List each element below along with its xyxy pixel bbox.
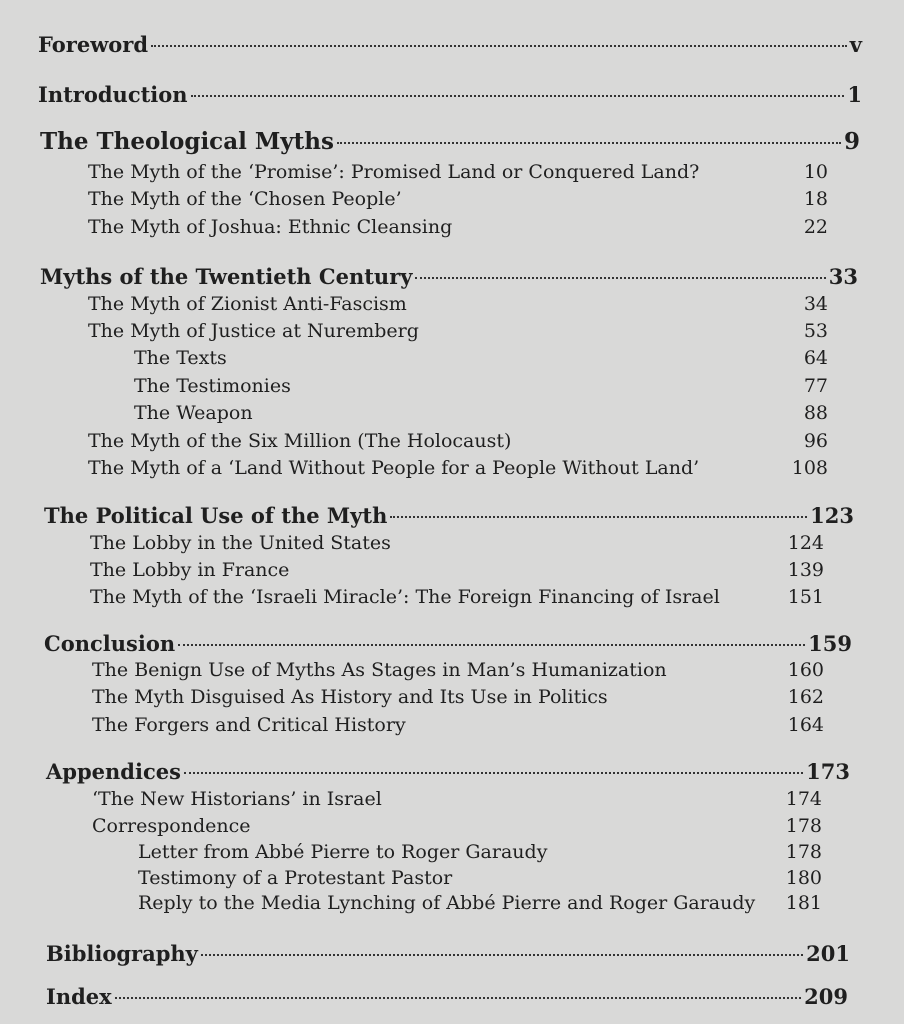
toc-item <box>88 293 828 315</box>
toc-item <box>88 430 828 452</box>
toc-item <box>88 216 828 238</box>
toc-item-page: 174 <box>785 788 822 810</box>
toc-item-title: The Myth of a ‘Land Without People for a People Without Land’ <box>88 457 700 479</box>
toc-item <box>88 457 828 479</box>
toc-item-page: 139 <box>787 559 824 581</box>
toc-item-page: 22 <box>803 216 828 238</box>
toc-section-appendices <box>46 759 850 784</box>
toc-item <box>88 188 828 210</box>
toc-item-title: The Lobby in France <box>90 559 290 581</box>
toc-item-title: The Myth of the ‘Chosen People’ <box>88 188 402 210</box>
toc-item <box>90 559 824 581</box>
toc-item-title: The Myth of Zionist Anti-Fascism <box>88 293 407 315</box>
toc-section-page: 33 <box>828 264 858 289</box>
toc-item <box>92 788 822 810</box>
toc-item <box>90 586 824 608</box>
toc-section-twentieth-century <box>40 264 858 289</box>
toc-item-page: 18 <box>803 188 828 210</box>
toc-item-title: The Myth of Justice at Nuremberg <box>88 320 419 342</box>
toc-subitem-page: 77 <box>803 375 828 397</box>
toc-item-page: 151 <box>787 586 824 608</box>
toc-subitem <box>138 892 822 914</box>
toc-section-theological <box>40 128 860 155</box>
toc-section-page: 159 <box>808 631 852 656</box>
toc-item <box>92 815 822 837</box>
toc-item-page: 162 <box>787 686 824 708</box>
toc-item-title: The Lobby in the United States <box>90 532 391 554</box>
toc-section-page: 9 <box>843 128 860 155</box>
toc-item-title: The Myth of Joshua: Ethnic Cleansing <box>88 216 453 238</box>
toc-item-title: ‘The New Historians’ in Israel <box>92 788 382 810</box>
toc-section-title: Appendices <box>46 759 181 784</box>
toc-entry-introduction <box>38 82 862 107</box>
leader-dots <box>115 997 802 999</box>
toc-item-title: The Myth of the ‘Israeli Miracle’: The Foreign Financing of Israel <box>90 586 720 608</box>
toc-item-title: The Forgers and Critical History <box>92 714 406 736</box>
toc-subitem-title: Reply to the Media Lynching of Abbé Pierre and Roger Garaudy <box>138 892 756 914</box>
toc-subitem-page: 88 <box>803 402 828 424</box>
toc-item-page: 160 <box>787 659 824 681</box>
toc-subitem-title: Testimony of a Protestant Pastor <box>138 867 453 889</box>
toc-item-page: 164 <box>787 714 824 736</box>
toc-subitem <box>134 402 828 424</box>
toc-entry-page: v <box>849 32 862 57</box>
toc-item-title: The Benign Use of Myths As Stages in Man’s Humanization <box>92 659 667 681</box>
toc-item-page: 53 <box>803 320 828 342</box>
toc-entry-bibliography <box>46 941 850 966</box>
toc-subitem <box>134 347 828 369</box>
toc-entry-page: 201 <box>806 941 850 966</box>
toc-subitem-title: The Texts <box>134 347 227 369</box>
toc-section-title: The Political Use of the Myth <box>44 503 388 528</box>
toc-entry-index <box>46 984 848 1009</box>
leader-dots <box>390 516 807 518</box>
toc-section-conclusion <box>44 631 852 656</box>
toc-subitem-page: 178 <box>785 841 822 863</box>
toc-item <box>92 714 824 736</box>
leader-dots <box>184 772 803 774</box>
leader-dots <box>415 277 825 279</box>
toc-item <box>92 686 824 708</box>
toc-subitem-title: Letter from Abbé Pierre to Roger Garaudy <box>138 841 548 863</box>
toc-subitem-title: The Weapon <box>134 402 253 424</box>
toc-entry-page: 209 <box>804 984 848 1009</box>
leader-dots <box>178 644 805 646</box>
toc-item-page: 34 <box>803 293 828 315</box>
toc-subitem <box>138 841 822 863</box>
toc-section-title: Myths of the Twentieth Century <box>40 264 413 289</box>
toc-item-title: The Myth Disguised As History and Its Use in Politics <box>92 686 608 708</box>
toc-item-title: Correspondence <box>92 815 251 837</box>
leader-dots <box>151 45 847 47</box>
leader-dots <box>201 954 803 956</box>
toc-section-title: Conclusion <box>44 631 176 656</box>
toc-item-title: The Myth of the Six Million (The Holocaust) <box>88 430 512 452</box>
toc-item-page: 96 <box>803 430 828 452</box>
toc-entry-foreword <box>38 32 862 57</box>
toc-section-page: 173 <box>806 759 850 784</box>
leader-dots <box>191 95 845 97</box>
toc-item-page: 10 <box>803 161 828 183</box>
toc-entry-title: Index <box>46 984 112 1009</box>
toc-subitem-title: The Testimonies <box>134 375 291 397</box>
toc-item <box>88 320 828 342</box>
toc-item <box>92 659 824 681</box>
toc-entry-title: Bibliography <box>46 941 198 966</box>
toc-item-page: 108 <box>791 457 828 479</box>
toc-section-political-use <box>44 503 854 528</box>
toc-item-page: 178 <box>785 815 822 837</box>
toc-subitem <box>138 867 822 889</box>
toc-section-title: The Theological Myths <box>40 128 334 155</box>
toc-item <box>90 532 824 554</box>
toc-section-page: 123 <box>810 503 854 528</box>
toc-entry-page: 1 <box>847 82 862 107</box>
toc-entry-title: Foreword <box>38 32 149 57</box>
toc-subitem <box>134 375 828 397</box>
leader-dots <box>337 142 841 144</box>
toc-entry-title: Introduction <box>38 82 188 107</box>
toc-item-title: The Myth of the ‘Promise’: Promised Land or Conquered Land? <box>88 161 700 183</box>
toc-item <box>88 161 828 183</box>
toc-subitem-page: 64 <box>803 347 828 369</box>
toc-subitem-page: 181 <box>785 892 822 914</box>
toc-item-page: 124 <box>787 532 824 554</box>
toc-subitem-page: 180 <box>785 867 822 889</box>
